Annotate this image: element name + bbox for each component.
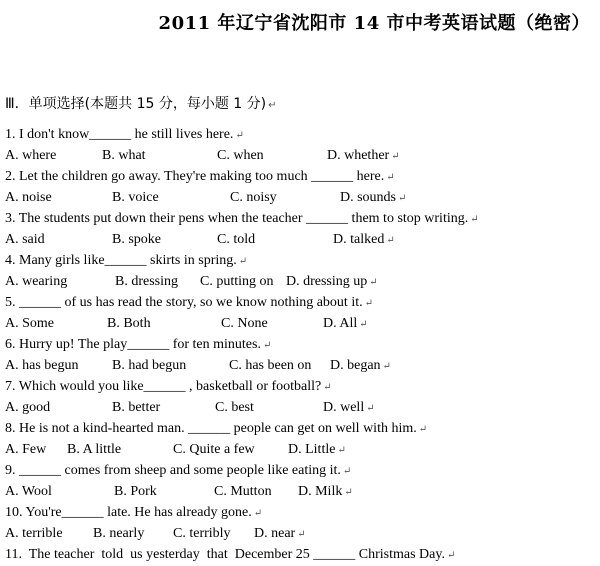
stem-text: 9. ______ comes from sheep and some people like eating it. <box>5 463 341 478</box>
option-a: A. has begun <box>5 358 79 373</box>
question-stem <box>5 502 595 523</box>
stem-text: 8. He is not a kind-hearted man. ______ people can get on well with him. <box>5 421 417 436</box>
option-b: B. Both <box>107 316 151 331</box>
return-mark: ↵ <box>323 382 332 393</box>
stem-text: 3. The students put down their pens when the teacher ______ them to stop writing. <box>5 211 469 226</box>
return-mark: ↵ <box>359 319 368 330</box>
option-d <box>323 397 375 419</box>
return-mark: ↵ <box>262 340 272 351</box>
return-mark: ↵ <box>391 151 400 162</box>
option-row <box>5 271 595 292</box>
stem-text: 7. Which would you like______ , basketball or football? <box>5 379 322 394</box>
return-mark: ↵ <box>369 277 378 288</box>
return-mark: ↵ <box>238 256 248 267</box>
option-row <box>5 145 595 166</box>
option-d-text: D. near <box>254 526 296 541</box>
return-mark: ↵ <box>337 445 346 456</box>
option-row <box>5 481 595 502</box>
option-d-text: D. began <box>330 358 381 373</box>
option-d-text: D. talked <box>333 232 385 247</box>
return-mark: ↵ <box>382 361 391 372</box>
question-stem <box>5 418 595 439</box>
stem-text: 5. ______ of us has read the story, so we know nothing about it. <box>5 295 363 310</box>
return-mark: ↵ <box>418 424 428 435</box>
option-b: B. had begun <box>112 358 187 373</box>
option-d-text: D. whether <box>327 148 390 163</box>
option-a: A. terrible <box>5 526 63 541</box>
page-title: 2011 年辽宁省沈阳市 14 市中考英语试题（绝密） <box>158 13 590 34</box>
option-a: A. Wool <box>5 484 52 499</box>
stem-text: 11. The teacher told us yesterday that December 25 ______ Christmas Day. <box>5 547 445 562</box>
option-a: A. wearing <box>5 274 68 289</box>
option-c: C. told <box>217 232 256 247</box>
option-c: C. best <box>215 400 254 415</box>
option-row <box>5 187 595 208</box>
stem-text: 6. Hurry up! The play______ for ten minutes. <box>5 337 261 352</box>
option-a: A. Some <box>5 316 54 331</box>
option-d <box>288 439 346 461</box>
question-stem <box>5 124 595 145</box>
question-stem <box>5 250 595 271</box>
stem-text: 1. I don't know______ he still lives here. <box>5 127 234 142</box>
option-c: C. None <box>221 316 268 331</box>
option-c: C. Quite a few <box>173 442 255 457</box>
question-stem <box>5 376 595 397</box>
option-c: C. has been on <box>229 358 312 373</box>
return-mark: ↵ <box>253 508 263 519</box>
option-c: C. when <box>217 148 264 163</box>
option-d <box>286 271 378 293</box>
question-stem <box>5 208 595 229</box>
option-c: C. Mutton <box>214 484 272 499</box>
option-b: B. what <box>102 148 146 163</box>
section-heading-text: Ⅲ．单项选择(本题共 15 分，每小题 1 分) <box>5 96 267 112</box>
return-mark: ↵ <box>364 298 373 309</box>
question-stem <box>5 292 595 313</box>
option-d-text: D. All <box>323 316 358 331</box>
option-b: B. spoke <box>112 232 161 247</box>
option-row <box>5 397 595 418</box>
option-a: A. said <box>5 232 45 247</box>
return-mark: ↵ <box>344 487 353 498</box>
option-row <box>5 439 595 460</box>
option-d <box>340 187 406 209</box>
stem-text: 4. Many girls like______ skirts in spring. <box>5 253 237 268</box>
option-d-text: D. well <box>323 400 365 415</box>
option-d-text: D. Little <box>288 442 336 457</box>
option-d-text: D. dressing up <box>286 274 368 289</box>
return-mark: ↵ <box>297 529 306 540</box>
option-b: B. Pork <box>114 484 157 499</box>
return-mark: ↵ <box>342 466 352 477</box>
return-mark: ↵ <box>398 193 407 204</box>
section-heading <box>5 93 277 113</box>
option-d-text: D. Milk <box>298 484 343 499</box>
option-d <box>298 481 353 503</box>
option-a: A. Few <box>5 442 47 457</box>
stem-text: 2. Let the children go away. They're making too much ______ here. <box>5 169 385 184</box>
option-d <box>327 145 400 167</box>
option-d <box>323 313 368 335</box>
option-d-text: D. sounds <box>340 190 397 205</box>
return-mark: ↵ <box>366 403 375 414</box>
return-mark: ↵ <box>470 214 479 225</box>
stem-text: 10. You're______ late. He has already gone. <box>5 505 252 520</box>
option-a: A. where <box>5 148 57 163</box>
option-b: B. dressing <box>115 274 178 289</box>
option-c: C. noisy <box>230 190 277 205</box>
return-mark: ↵ <box>386 235 395 246</box>
question-stem <box>5 334 595 355</box>
option-b: B. better <box>112 400 161 415</box>
question-list <box>5 124 595 565</box>
option-d <box>330 355 391 377</box>
option-c: C. terribly <box>173 526 231 541</box>
option-row <box>5 313 595 334</box>
question-stem <box>5 166 595 187</box>
option-c: C. putting on <box>200 274 274 289</box>
option-b: B. A little <box>67 442 122 457</box>
option-a: A. good <box>5 400 51 415</box>
option-b: B. voice <box>112 190 159 205</box>
option-row <box>5 523 595 544</box>
question-stem <box>5 460 595 481</box>
return-mark: ↵ <box>268 100 277 111</box>
return-mark: ↵ <box>386 172 395 183</box>
option-row <box>5 355 595 376</box>
return-mark: ↵ <box>446 550 456 561</box>
option-b: B. nearly <box>93 526 145 541</box>
option-d <box>254 523 306 545</box>
option-a: A. noise <box>5 190 52 205</box>
option-row <box>5 229 595 250</box>
option-d <box>333 229 395 251</box>
return-mark: ↵ <box>235 130 244 141</box>
